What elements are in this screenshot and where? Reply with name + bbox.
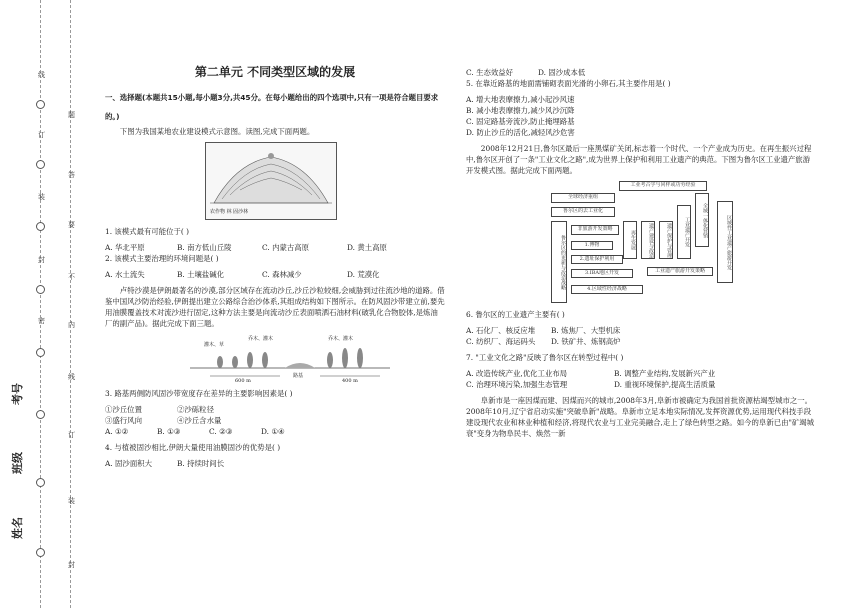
binding-char: 题 [68, 111, 75, 119]
binding-char: 订 [38, 131, 45, 139]
flow-box: 全球经济重组 [551, 193, 615, 203]
class-field: 班级 [11, 452, 24, 474]
binding-char: 装 [38, 193, 45, 201]
left-column [105, 67, 445, 469]
q7-options-row-2 [466, 379, 816, 390]
q3-option-c[interactable]: C. ②③ [209, 427, 233, 436]
binding-char: 订 [68, 431, 75, 439]
flow-box: 工业遗产旅游开发策略 [647, 267, 713, 276]
question-3: 3. 路基两侧防风固沙带宽度存在差异的主要影响因素是( ) [105, 389, 293, 398]
flow-step: 2.遗址保护利用 [571, 255, 623, 264]
q1-option-a[interactable]: A. 华北平原 [105, 243, 145, 252]
sand-control-diagram [190, 334, 390, 384]
q3-option-d[interactable]: D. ①④ [261, 427, 285, 436]
q4-option-b[interactable]: B. 持续时间长 [177, 459, 225, 468]
binding-line-inner [40, 0, 41, 608]
flow-box: 遗产保护与管理 [659, 221, 673, 259]
flow-box: 鲁尔区的更新与改造战略 [551, 221, 567, 303]
flow-box: 全域一体化营销 [695, 193, 709, 247]
q3-option-b[interactable]: B. ①③ [157, 427, 181, 436]
name-field: 姓名 [11, 517, 24, 539]
q7-options-row-1 [466, 368, 816, 379]
q4-option-d[interactable]: D. 固沙成本低 [538, 68, 586, 77]
binding-char: 封 [38, 256, 45, 264]
q7-option-a[interactable]: A. 改造传统产业,优化工业布局 [466, 369, 568, 378]
q2-option-d[interactable]: D. 荒漠化 [347, 270, 380, 279]
q6-options-row-2 [466, 336, 816, 347]
flow-box: 工业考古学与同样或功劳经验 [619, 181, 707, 191]
binding-char: 内 [68, 321, 75, 329]
q2-option-c[interactable]: C. 森林减少 [262, 270, 302, 279]
terrace-diagram [205, 142, 337, 220]
q6-option-d[interactable]: D. 铁矿井、炼钢高炉 [551, 337, 621, 346]
q1-option-d[interactable]: D. 黄土高原 [347, 243, 387, 252]
q4-options-row-1 [105, 458, 445, 469]
binding-circle [36, 348, 45, 357]
q6-option-a[interactable]: A. 石化厂、核反应堆 [466, 326, 536, 335]
q1-options [105, 242, 445, 253]
q2-option-b[interactable]: B. 土壤盐碱化 [177, 270, 225, 279]
q5-option-d[interactable]: D. 防止沙丘的活化,减轻风沙危害 [466, 128, 575, 137]
question-1: 1. 该模式最有可能位于( ) [105, 227, 190, 236]
exam-number-field: 考号 [11, 383, 24, 405]
flow-box: 再生发展 [623, 221, 637, 259]
binding-char: 线 [38, 71, 45, 79]
q2-options [105, 269, 445, 280]
figure-legend: 农作物 林 固沙林 [210, 209, 249, 215]
q1-option-b[interactable]: B. 南方低山丘陵 [177, 243, 232, 252]
flow-step: 4.区域性经济战略 [571, 285, 643, 294]
q4-options-row-2 [466, 67, 816, 78]
q5-option-c[interactable]: C. 固定路基旁流沙,防止掩埋路基 [466, 117, 575, 126]
binding-circle [36, 285, 45, 294]
binding-circle [36, 478, 45, 487]
binding-margin [0, 0, 86, 608]
flow-box: 工业遗产开发 [677, 205, 691, 259]
q3-item: ①沙丘位置 [105, 405, 142, 414]
binding-circle [36, 548, 45, 557]
ruhr-flow-diagram [551, 181, 741, 303]
q7-option-d[interactable]: D. 重视环境保护,提高生活质量 [614, 380, 716, 389]
fig2-label: 乔木、灌木 [248, 336, 274, 342]
binding-circle [36, 222, 45, 231]
q3-item: ②沙砾粒径 [177, 405, 214, 414]
q3-option-a[interactable]: A. ①② [105, 427, 129, 436]
question-2: 2. 该模式主要治理的环境问题是( ) [105, 254, 219, 263]
binding-char: 装 [68, 497, 75, 505]
binding-circle [36, 410, 45, 419]
flow-step: 1.博物 [571, 241, 613, 250]
q5-option-a[interactable]: A. 增大地表摩擦力,减小起沙风速 [466, 95, 575, 104]
page-title: 第二单元 不同类型区域的发展 [194, 65, 356, 79]
q1-option-c[interactable]: C. 内蒙古高原 [262, 243, 310, 252]
q3-item: ④沙丘含水量 [177, 416, 222, 425]
q4-option-c[interactable]: C. 生态效益好 [466, 68, 514, 77]
question-7: 7. "工业文化之路"反映了鲁尔区在转型过程中( ) [466, 353, 624, 362]
binding-char: 线 [68, 373, 75, 381]
q7-option-c[interactable]: C. 治理环境污染,加强生态管理 [466, 380, 568, 389]
binding-char: 不 [68, 273, 75, 281]
fig2-label: 路基 [293, 373, 304, 379]
flow-box: 区域性工业遗产旅游开发 [717, 201, 733, 283]
passage-fuxin: 阜新市是一座因煤而建、因煤而兴的城市,2008年3月,阜新市被确定为我国首批资源枯竭型城市之一。2008年10月,辽宁省启动实施"突破阜新"战略。阜新市立足本地实际情况,发挥资源优势,运用现代科技手段建设现代农业和林业种植和经济,将现代农业与工业完美融合,走上了绿色转型之路。如今的阜新已由"矿竭城衰"变身为物阜民丰、焕然一新 [466, 396, 815, 438]
q3-sub-row-2 [105, 415, 445, 426]
binding-char: 封 [68, 561, 75, 569]
fig2-label: 400 m [342, 378, 358, 384]
binding-char: 密 [38, 317, 45, 325]
binding-char: 答 [68, 171, 75, 179]
section-header: 一、选择题(本题共15小题,每小题3分,共45分。在每小题给出的四个选项中,只有一项是符合题目要求的。) [105, 93, 439, 121]
q3-sub-row-1 [105, 404, 445, 415]
q6-option-b[interactable]: B. 炼焦厂、大型机床 [551, 326, 621, 335]
binding-line-outer [70, 0, 71, 608]
fig2-label: 乔木、灌木 [328, 336, 354, 342]
flow-box: 遗产建设与改造 [641, 221, 655, 259]
q3-options [105, 426, 445, 437]
q6-options-row-1 [466, 325, 816, 336]
q2-option-a[interactable]: A. 水土流失 [105, 270, 145, 279]
q6-option-c[interactable]: C. 纺织厂、海运码头 [466, 337, 536, 346]
q7-option-b[interactable]: B. 调整产业结构,发展新兴产业 [614, 369, 716, 378]
binding-char: 要 [68, 221, 75, 229]
passage-ruhr: 2008年12月21日,鲁尔区最后一座黑煤矿关闭,标志着一个时代、一个产业成为历史。在再生振兴过程中,鲁尔区开创了一条"工业文化之路",成为世界上保护和利用工业遗产的典范。下图为鲁尔区工业遗产旅游开发模式图。据此完成下面两题。 [466, 144, 812, 175]
binding-circle [36, 100, 45, 109]
flow-box: 非旅游开发策略 [571, 225, 619, 235]
question-5: 5. 在靠近路基的地面需铺砌表面光滑的小卵石,其主要作用是( ) [466, 79, 671, 88]
fig2-label: 灌木、草 [204, 342, 225, 348]
flow-box: 鲁尔区的去工业化 [551, 207, 615, 217]
question-4: 4. 与植被固沙相比,伊朗大量使用油膜固沙的优势是( ) [105, 443, 281, 452]
question-6: 6. 鲁尔区的工业遗产主要有( ) [466, 310, 565, 319]
right-column [466, 67, 816, 444]
intro-text: 下图为我国某地农业建设模式示意图。读图,完成下面两题。 [119, 127, 315, 136]
q3-item: ③盛行风向 [105, 416, 142, 425]
passage-desert: 卢特沙漠是伊朗最著名的沙漠,部分区域存在流动沙丘,沙丘沙粒较细,会威胁到过往流沙地的道路。借鉴中国风沙防治经验,伊朗提出建立公路综合治沙体系,其组成结构如下图所示。在防风固沙带建立前,要先用油膜覆盖技术对流沙进行固定,这种方法主要是向流动沙丘表面喷洒石油材料(破乳化合物胶体,是炼油厂的副产品)。据此完成下面三题。 [105, 286, 445, 328]
q4-option-a[interactable]: A. 固沙面积大 [105, 459, 152, 468]
fig2-label: 600 m [235, 378, 251, 384]
binding-circle [36, 160, 45, 169]
flow-step: 3.IBA地区开发 [571, 269, 633, 278]
q5-option-b[interactable]: B. 减小地表摩擦力,减少风沙沉降 [466, 106, 575, 115]
